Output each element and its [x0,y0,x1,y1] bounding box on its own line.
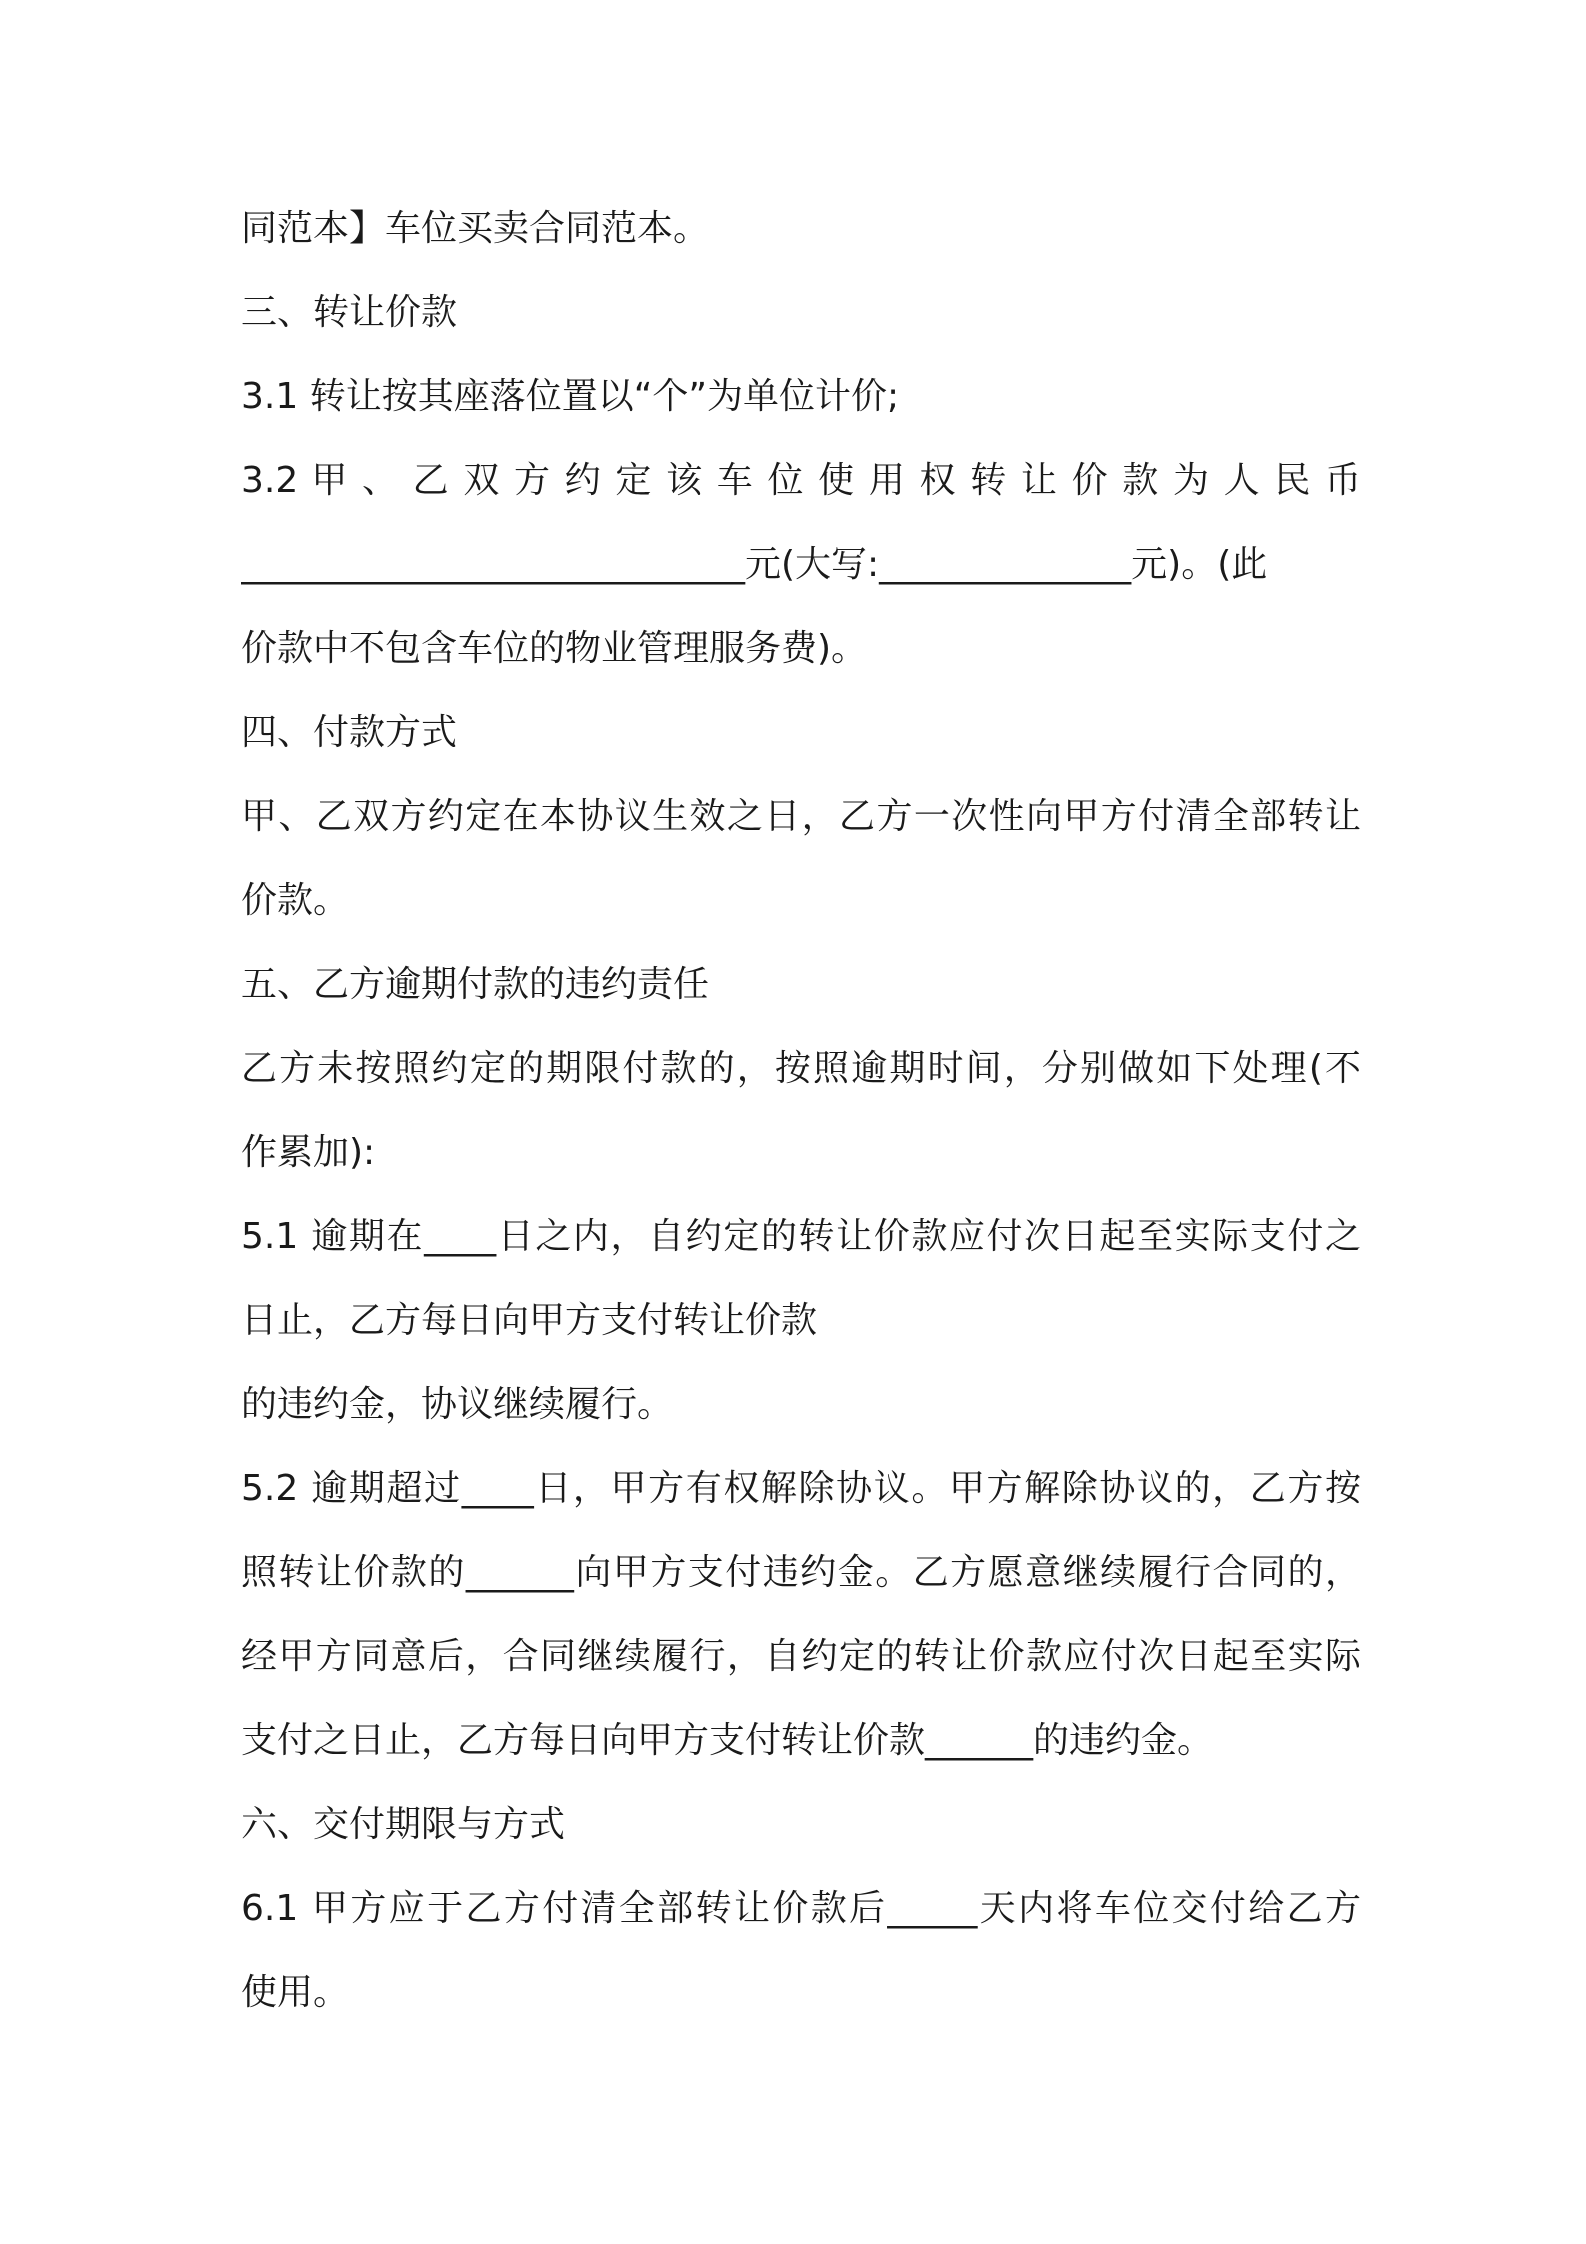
section-heading-5: 五、乙方逾期付款的违约责任 [241,964,710,1005]
clause-3-2-line-3: 价款中不包含车位的物业管理服务费)。 [241,628,868,669]
clause-5-1-line-1: 5.1 逾期在____日之内，自约定的转让价款应付次日起至实际支付之 [241,1216,1361,1257]
clause-3-2-line-1: 3.2 甲 、 乙 双 方 约 定 该 车 位 使 用 权 转 让 价 款 为 人 民 币 [241,460,1361,501]
clause-5-1-line-2: 日止，乙方每日向甲方支付转让价款 [241,1300,818,1341]
payment-line-2: 价款。 [241,880,350,921]
overdue-intro-line-1: 乙方未按照约定的期限付款的，按照逾期时间，分别做如下处理(不 [241,1048,1361,1089]
clause-5-1-line-3: 的违约金，协议继续履行。 [241,1384,674,1425]
payment-line-1: 甲、乙双方约定在本协议生效之日，乙方一次性向甲方付清全部转让 [241,796,1361,837]
clause-5-2-line-4: 支付之日止，乙方每日向甲方支付转让价款______的违约金。 [241,1720,1214,1761]
clause-5-2-line-3: 经甲方同意后，合同继续履行，自约定的转让价款应付次日起至实际 [241,1636,1361,1677]
paragraph-line: 同范本】车位买卖合同范本。 [241,208,710,249]
section-heading-6: 六、交付期限与方式 [241,1804,566,1845]
clause-5-2-line-1: 5.2 逾期超过____日，甲方有权解除协议。甲方解除协议的，乙方按 [241,1468,1361,1509]
clause-6-1-line-1: 6.1 甲方应于乙方付清全部转让价款后_____天内将车位交付给乙方 [241,1888,1361,1929]
clause-6-1-line-2: 使用。 [241,1972,350,2013]
clause-3-2-line-2: ____________________________元(大写:______________元)。(此 [241,544,1268,585]
overdue-intro-line-2: 作累加): [241,1132,376,1173]
clause-5-2-line-2: 照转让价款的______向甲方支付违约金。乙方愿意继续履行合同的， [241,1552,1361,1593]
section-heading-3: 三、转让价款 [241,292,458,333]
section-heading-4: 四、付款方式 [241,712,458,753]
clause-3-1: 3.1 转让按其座落位置以“个”为单位计价; [241,376,900,417]
